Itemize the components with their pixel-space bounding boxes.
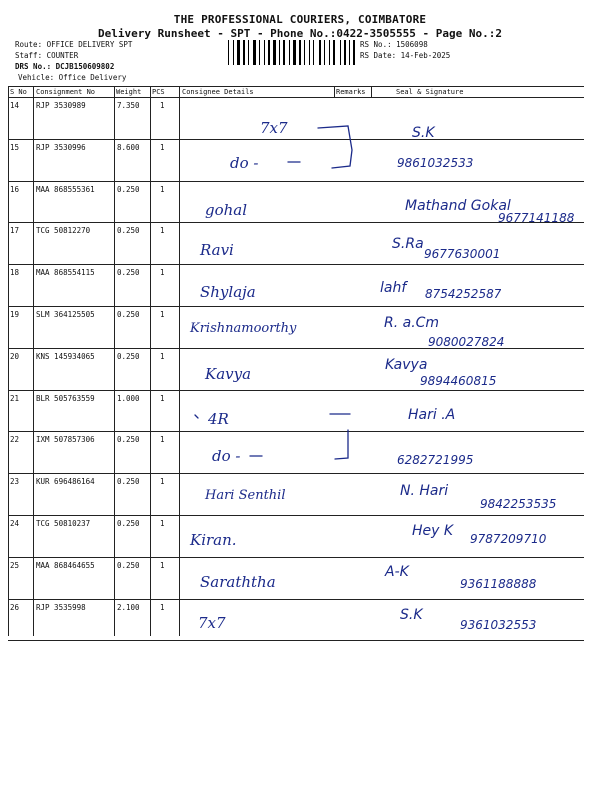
row-pcs: 1 (160, 185, 165, 194)
row-weight: 1.000 (117, 394, 140, 403)
row-sno: 23 (10, 477, 20, 486)
row-sno: 21 (10, 394, 20, 403)
row-rule (8, 473, 584, 474)
row-phone-handwritten: 9677630001 (424, 247, 501, 261)
rs-no-line: RS No.: 1506098 (360, 40, 428, 49)
drs-line: DRS No.: DCJB150609802 (15, 62, 115, 71)
staff-line: Staff: COUNTER (15, 51, 79, 60)
row-consignment-no: RJP 3530996 (36, 143, 86, 152)
column-rule (8, 86, 9, 636)
col-header-consignee: Consignee Details (182, 88, 254, 96)
row-rule (8, 557, 584, 558)
row-weight: 7.350 (117, 101, 140, 110)
row-consignee-handwritten: 7x7 (260, 119, 288, 137)
row-consignee-handwritten: do - (212, 447, 241, 465)
row-consignee-handwritten: gohal (205, 201, 248, 219)
row-consignment-no: SLM 364125505 (36, 310, 95, 319)
barcode-bar (349, 40, 350, 65)
row-rule (8, 515, 584, 516)
column-rule (114, 86, 115, 636)
row-consignment-no: RJP 3530989 (36, 101, 86, 110)
column-rule (150, 86, 151, 636)
staff-value: COUNTER (46, 51, 79, 60)
barcode-bar (237, 40, 240, 65)
row-phone-handwritten: 8754252587 (425, 287, 502, 301)
barcode-bar (309, 40, 310, 65)
table-top-rule (8, 86, 584, 87)
barcode-bar (333, 40, 335, 65)
row-phone-handwritten: 9677141188 (498, 211, 575, 225)
row-consignment-no: KUR 696486164 (36, 477, 95, 486)
rs-date-value: 14-Feb-2025 (400, 51, 451, 60)
barcode-bar (279, 40, 280, 65)
row-weight: 0.250 (117, 185, 140, 194)
rs-no-value: 1506098 (396, 40, 428, 49)
barcode-bar (344, 40, 346, 65)
row-weight: 0.250 (117, 226, 140, 235)
row-consignee-handwritten: Ravi (200, 241, 234, 259)
row-rule (8, 640, 584, 641)
row-rule (8, 431, 584, 432)
row-phone-handwritten: 9361032553 (460, 618, 537, 632)
row-consignee-handwritten: Krishnamoorthy (190, 321, 297, 336)
row-rule (8, 264, 584, 265)
row-consignment-no: MAA 868554115 (36, 268, 95, 277)
row-signature: Hey K (412, 523, 454, 539)
row-consignment-no: IXM 507857306 (36, 435, 95, 444)
barcode-bar (264, 40, 265, 65)
row-sno: 26 (10, 603, 20, 612)
row-rule (8, 139, 584, 140)
row-pcs: 1 (160, 561, 165, 570)
row-signature: Hari .A (408, 407, 456, 423)
barcode-bar (304, 40, 305, 65)
row-weight: 8.600 (117, 143, 140, 152)
row-sno: 22 (10, 435, 20, 444)
barcode-bar (299, 40, 301, 65)
row-rule (8, 306, 584, 307)
row-weight: 0.250 (117, 268, 140, 277)
row-pcs: 1 (160, 101, 165, 110)
route-line: Route: OFFICE DELIVERY SPT (15, 40, 133, 49)
column-rule (371, 86, 372, 97)
barcode-bar (289, 40, 290, 65)
barcode-bar (324, 40, 325, 65)
row-signature: N. Hari (400, 483, 449, 499)
column-rule (334, 86, 335, 97)
barcode-bar (283, 40, 285, 65)
barcode-bar (259, 40, 260, 65)
rs-date-line: RS Date: 14-Feb-2025 (360, 51, 451, 60)
pen-stroke (195, 415, 198, 418)
row-weight: 0.250 (117, 435, 140, 444)
barcode-bar (340, 40, 341, 65)
row-consignee-handwritten: Hari Senthil (205, 488, 286, 503)
row-pcs: 1 (160, 394, 165, 403)
row-pcs: 1 (160, 352, 165, 361)
row-rule (8, 181, 584, 182)
col-header-sno: S No (10, 88, 27, 96)
col-header-remarks: Remarks (336, 88, 366, 96)
barcode-bar (319, 40, 321, 65)
row-pcs: 1 (160, 477, 165, 486)
row-consignment-no: BLR 505763559 (36, 394, 95, 403)
col-header-pcs: PCS (152, 88, 165, 96)
row-sno: 16 (10, 185, 20, 194)
row-phone-handwritten: 6282721995 (397, 453, 474, 467)
row-signature: S.Ra (392, 236, 424, 252)
row-signature: Kavya (385, 357, 428, 373)
row-consignment-no: TCG 50810237 (36, 519, 91, 528)
barcode-bar (273, 40, 276, 65)
row-consignee-handwritten: Kavya (205, 365, 252, 383)
row-consignment-no: MAA 868464655 (36, 561, 95, 570)
row-consignment-no: MAA 868555361 (36, 185, 95, 194)
barcode-bar (329, 40, 330, 65)
row-phone-handwritten: 9861032533 (397, 156, 474, 170)
drs-value: DCJB150609802 (55, 62, 115, 71)
row-sno: 25 (10, 561, 20, 570)
barcode-bar (233, 40, 234, 65)
pen-stroke (318, 126, 352, 168)
col-header-consignment: Consignment No (36, 88, 96, 96)
row-weight: 2.100 (117, 603, 140, 612)
barcode-bar (293, 40, 296, 65)
row-sno: 24 (10, 519, 20, 528)
row-consignee-handwritten: do - (230, 154, 259, 172)
row-sno: 14 (10, 101, 20, 110)
barcode-bar (228, 40, 229, 65)
column-rule (179, 86, 180, 636)
row-rule (8, 599, 584, 600)
column-rule (33, 86, 34, 636)
route-value: OFFICE DELIVERY SPT (46, 40, 133, 49)
row-weight: 0.250 (117, 352, 140, 361)
row-pcs: 1 (160, 519, 165, 528)
row-signature: S.K (400, 607, 423, 623)
row-consignee-handwritten: Kiran. (190, 531, 237, 549)
row-signature: Mathand Gokal (405, 198, 511, 214)
row-sno: 19 (10, 310, 20, 319)
row-consignee-handwritten: Shylaja (200, 283, 256, 301)
row-pcs: 1 (160, 143, 165, 152)
barcode-bar (248, 40, 249, 65)
pen-stroke (335, 430, 348, 459)
col-header-seal: Seal & Signature (396, 88, 464, 96)
row-consignee-handwritten: 4R (208, 410, 229, 428)
row-phone-handwritten: 9361188888 (460, 577, 537, 591)
row-sno: 15 (10, 143, 20, 152)
row-signature: lahf (380, 280, 407, 296)
row-phone-handwritten: 9842253535 (480, 497, 557, 511)
row-sno: 17 (10, 226, 20, 235)
row-sno: 18 (10, 268, 20, 277)
row-signature: S.K (412, 125, 435, 141)
barcode (228, 40, 354, 65)
row-consignee-handwritten: Saraththa (200, 573, 276, 591)
runsheet-title: Delivery Runsheet - SPT - Phone No.:0422-3505555 - Page No.:2 (98, 27, 502, 40)
row-phone-handwritten: 9787209710 (470, 532, 547, 546)
vehicle-line: Vehicle: Office Delivery (18, 73, 127, 82)
row-pcs: 1 (160, 268, 165, 277)
row-weight: 0.250 (117, 561, 140, 570)
row-weight: 0.250 (117, 310, 140, 319)
row-rule (8, 390, 584, 391)
row-phone-handwritten: 9894460815 (420, 374, 497, 388)
row-pcs: 1 (160, 603, 165, 612)
barcode-bar (243, 40, 245, 65)
col-header-weight: Weight (116, 88, 142, 96)
row-phone-handwritten: 9080027824 (428, 335, 505, 349)
row-weight: 0.250 (117, 519, 140, 528)
row-signature: R. a.Cm (384, 315, 440, 331)
row-signature: A-K (385, 564, 409, 580)
row-pcs: 1 (160, 310, 165, 319)
table-header-rule (8, 97, 584, 98)
row-pcs: 1 (160, 435, 165, 444)
company-name: THE PROFESSIONAL COURIERS, COIMBATORE (173, 13, 427, 26)
row-pcs: 1 (160, 226, 165, 235)
row-consignee-handwritten: 7x7 (198, 614, 226, 632)
row-sno: 20 (10, 352, 20, 361)
barcode-bar (253, 40, 256, 65)
vehicle-value: Office Delivery (58, 73, 127, 82)
barcode-bar (268, 40, 270, 65)
barcode-bar (313, 40, 314, 65)
row-consignment-no: KNS 145934065 (36, 352, 95, 361)
barcode-bar (353, 40, 355, 65)
row-consignment-no: TCG 50812270 (36, 226, 91, 235)
row-consignment-no: RJP 3535998 (36, 603, 86, 612)
row-weight: 0.250 (117, 477, 140, 486)
